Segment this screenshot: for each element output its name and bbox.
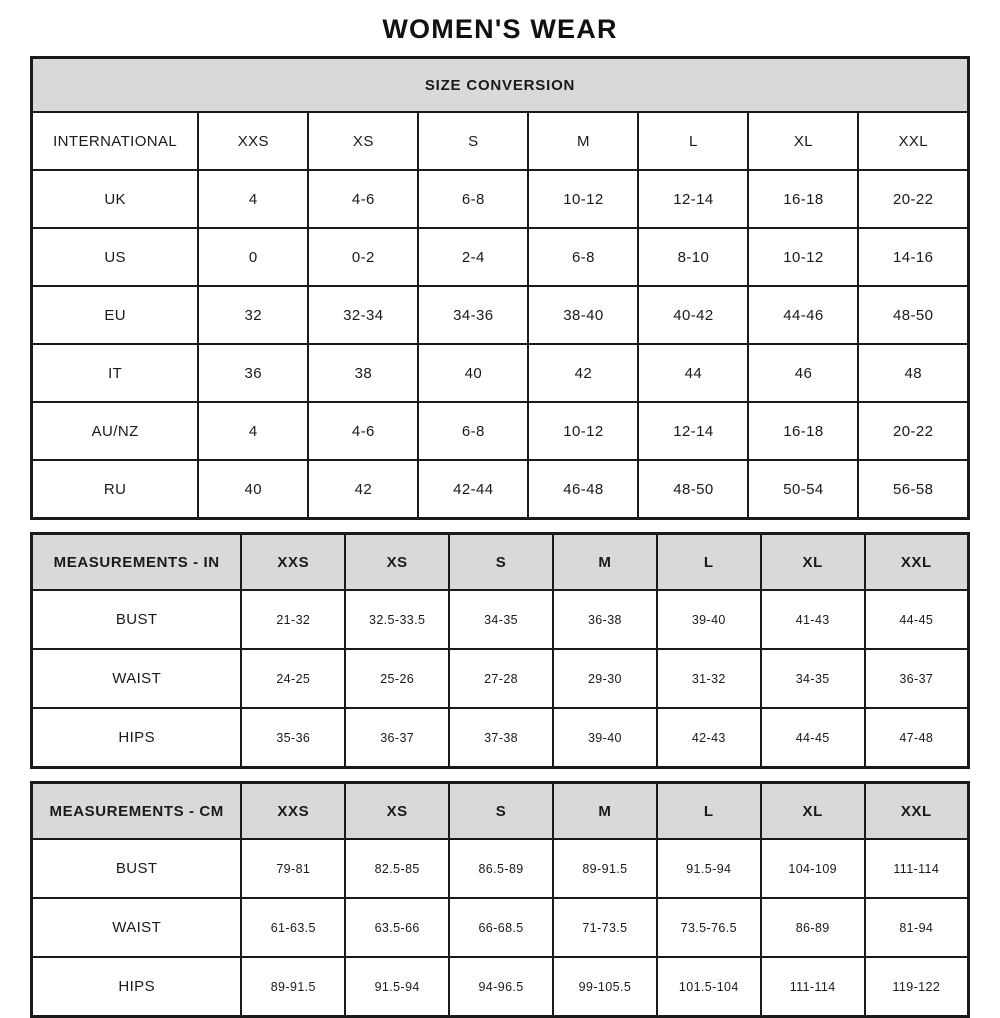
value-cell: 111-114	[865, 839, 969, 898]
value-cell: 36-38	[553, 590, 657, 649]
value-cell: 44-46	[748, 286, 858, 344]
value-cell: 104-109	[761, 839, 865, 898]
row-label-cell: RU	[32, 460, 199, 519]
table-row	[32, 708, 969, 768]
value-cell: 14-16	[858, 228, 968, 286]
value-cell: 24-25	[241, 649, 345, 708]
value-cell: 82.5-85	[345, 839, 449, 898]
value-cell: 111-114	[761, 957, 865, 1017]
value-cell: 40-42	[638, 286, 748, 344]
value-cell: 71-73.5	[553, 898, 657, 957]
table-row	[32, 649, 969, 708]
value-cell: 42-44	[418, 460, 528, 519]
row-label-cell: WAIST	[32, 898, 242, 957]
value-cell: 50-54	[748, 460, 858, 519]
value-cell: 25-26	[345, 649, 449, 708]
column-header-cell: MEASUREMENTS - IN	[32, 534, 242, 591]
value-cell: 56-58	[858, 460, 968, 519]
column-header-cell: L	[657, 783, 761, 840]
value-cell: 36-37	[345, 708, 449, 768]
value-cell: 79-81	[241, 839, 345, 898]
value-cell: 20-22	[858, 402, 968, 460]
column-header-cell: S	[418, 112, 528, 170]
row-label-cell: HIPS	[32, 957, 242, 1017]
value-cell: 31-32	[657, 649, 761, 708]
value-cell: 32.5-33.5	[345, 590, 449, 649]
value-cell: 86.5-89	[449, 839, 553, 898]
measurements-cm-table	[30, 781, 970, 1018]
value-cell: 2-4	[418, 228, 528, 286]
table-banner-row	[32, 58, 969, 113]
column-header-cell: XXS	[241, 783, 345, 840]
value-cell: 39-40	[553, 708, 657, 768]
column-header-cell: XXL	[858, 112, 968, 170]
value-cell: 89-91.5	[241, 957, 345, 1017]
value-cell: 36	[198, 344, 308, 402]
column-header-cell: XS	[345, 783, 449, 840]
column-header-row	[32, 783, 969, 840]
value-cell: 21-32	[241, 590, 345, 649]
value-cell: 91.5-94	[657, 839, 761, 898]
value-cell: 119-122	[865, 957, 969, 1017]
value-cell: 10-12	[528, 402, 638, 460]
value-cell: 10-12	[748, 228, 858, 286]
value-cell: 86-89	[761, 898, 865, 957]
value-cell: 6-8	[418, 402, 528, 460]
value-cell: 61-63.5	[241, 898, 345, 957]
table-banner-cell: SIZE CONVERSION	[32, 58, 969, 113]
row-label-cell: US	[32, 228, 199, 286]
column-header-cell: L	[657, 534, 761, 591]
value-cell: 4-6	[308, 170, 418, 228]
value-cell: 63.5-66	[345, 898, 449, 957]
row-label-cell: BUST	[32, 839, 242, 898]
row-label-cell: HIPS	[32, 708, 242, 768]
value-cell: 46	[748, 344, 858, 402]
row-label-cell: IT	[32, 344, 199, 402]
value-cell: 0	[198, 228, 308, 286]
value-cell: 41-43	[761, 590, 865, 649]
table-row	[32, 286, 969, 344]
row-label-cell: WAIST	[32, 649, 242, 708]
value-cell: 38	[308, 344, 418, 402]
value-cell: 34-35	[761, 649, 865, 708]
column-header-cell: M	[553, 534, 657, 591]
page-title: WOMEN'S WEAR	[382, 14, 618, 44]
column-header-cell: XS	[345, 534, 449, 591]
value-cell: 0-2	[308, 228, 418, 286]
size-conversion-table	[30, 56, 970, 520]
value-cell: 91.5-94	[345, 957, 449, 1017]
value-cell: 40	[418, 344, 528, 402]
column-header-cell: XXL	[865, 534, 969, 591]
value-cell: 46-48	[528, 460, 638, 519]
value-cell: 36-37	[865, 649, 969, 708]
value-cell: 42	[308, 460, 418, 519]
column-header-cell: XL	[761, 783, 865, 840]
column-header-cell: XXS	[241, 534, 345, 591]
value-cell: 42-43	[657, 708, 761, 768]
table-row	[32, 839, 969, 898]
size-chart-sheet	[30, 14, 970, 1018]
value-cell: 10-12	[528, 170, 638, 228]
row-label-cell: BUST	[32, 590, 242, 649]
value-cell: 16-18	[748, 402, 858, 460]
measurements-in-table	[30, 532, 970, 769]
column-header-cell: XXL	[865, 783, 969, 840]
column-header-cell: XXS	[198, 112, 308, 170]
value-cell: 16-18	[748, 170, 858, 228]
value-cell: 6-8	[528, 228, 638, 286]
value-cell: 4	[198, 170, 308, 228]
column-header-cell: M	[553, 783, 657, 840]
value-cell: 48-50	[638, 460, 748, 519]
value-cell: 47-48	[865, 708, 969, 768]
column-header-cell: L	[638, 112, 748, 170]
value-cell: 44	[638, 344, 748, 402]
column-header-cell: XS	[308, 112, 418, 170]
value-cell: 42	[528, 344, 638, 402]
value-cell: 12-14	[638, 170, 748, 228]
column-header-cell: INTERNATIONAL	[32, 112, 199, 170]
value-cell: 44-45	[761, 708, 865, 768]
table-row	[32, 402, 969, 460]
table-row	[32, 460, 969, 519]
value-cell: 99-105.5	[553, 957, 657, 1017]
column-header-row	[32, 112, 969, 170]
table-row	[32, 170, 969, 228]
table-row	[32, 590, 969, 649]
value-cell: 32	[198, 286, 308, 344]
column-header-cell: S	[449, 783, 553, 840]
value-cell: 101.5-104	[657, 957, 761, 1017]
value-cell: 39-40	[657, 590, 761, 649]
table-row	[32, 344, 969, 402]
column-header-cell: XL	[761, 534, 865, 591]
value-cell: 8-10	[638, 228, 748, 286]
value-cell: 29-30	[553, 649, 657, 708]
value-cell: 94-96.5	[449, 957, 553, 1017]
value-cell: 27-28	[449, 649, 553, 708]
value-cell: 44-45	[865, 590, 969, 649]
column-header-row	[32, 534, 969, 591]
column-header-cell: S	[449, 534, 553, 591]
column-header-cell: MEASUREMENTS - CM	[32, 783, 242, 840]
value-cell: 73.5-76.5	[657, 898, 761, 957]
value-cell: 66-68.5	[449, 898, 553, 957]
value-cell: 4-6	[308, 402, 418, 460]
value-cell: 4	[198, 402, 308, 460]
table-row	[32, 898, 969, 957]
value-cell: 34-36	[418, 286, 528, 344]
row-label-cell: EU	[32, 286, 199, 344]
value-cell: 12-14	[638, 402, 748, 460]
column-header-cell: XL	[748, 112, 858, 170]
value-cell: 35-36	[241, 708, 345, 768]
value-cell: 34-35	[449, 590, 553, 649]
column-header-cell: M	[528, 112, 638, 170]
value-cell: 6-8	[418, 170, 528, 228]
table-row	[32, 228, 969, 286]
value-cell: 81-94	[865, 898, 969, 957]
value-cell: 89-91.5	[553, 839, 657, 898]
row-label-cell: AU/NZ	[32, 402, 199, 460]
value-cell: 37-38	[449, 708, 553, 768]
value-cell: 40	[198, 460, 308, 519]
row-label-cell: UK	[32, 170, 199, 228]
value-cell: 48	[858, 344, 968, 402]
value-cell: 32-34	[308, 286, 418, 344]
value-cell: 48-50	[858, 286, 968, 344]
value-cell: 38-40	[528, 286, 638, 344]
value-cell: 20-22	[858, 170, 968, 228]
table-row	[32, 957, 969, 1017]
